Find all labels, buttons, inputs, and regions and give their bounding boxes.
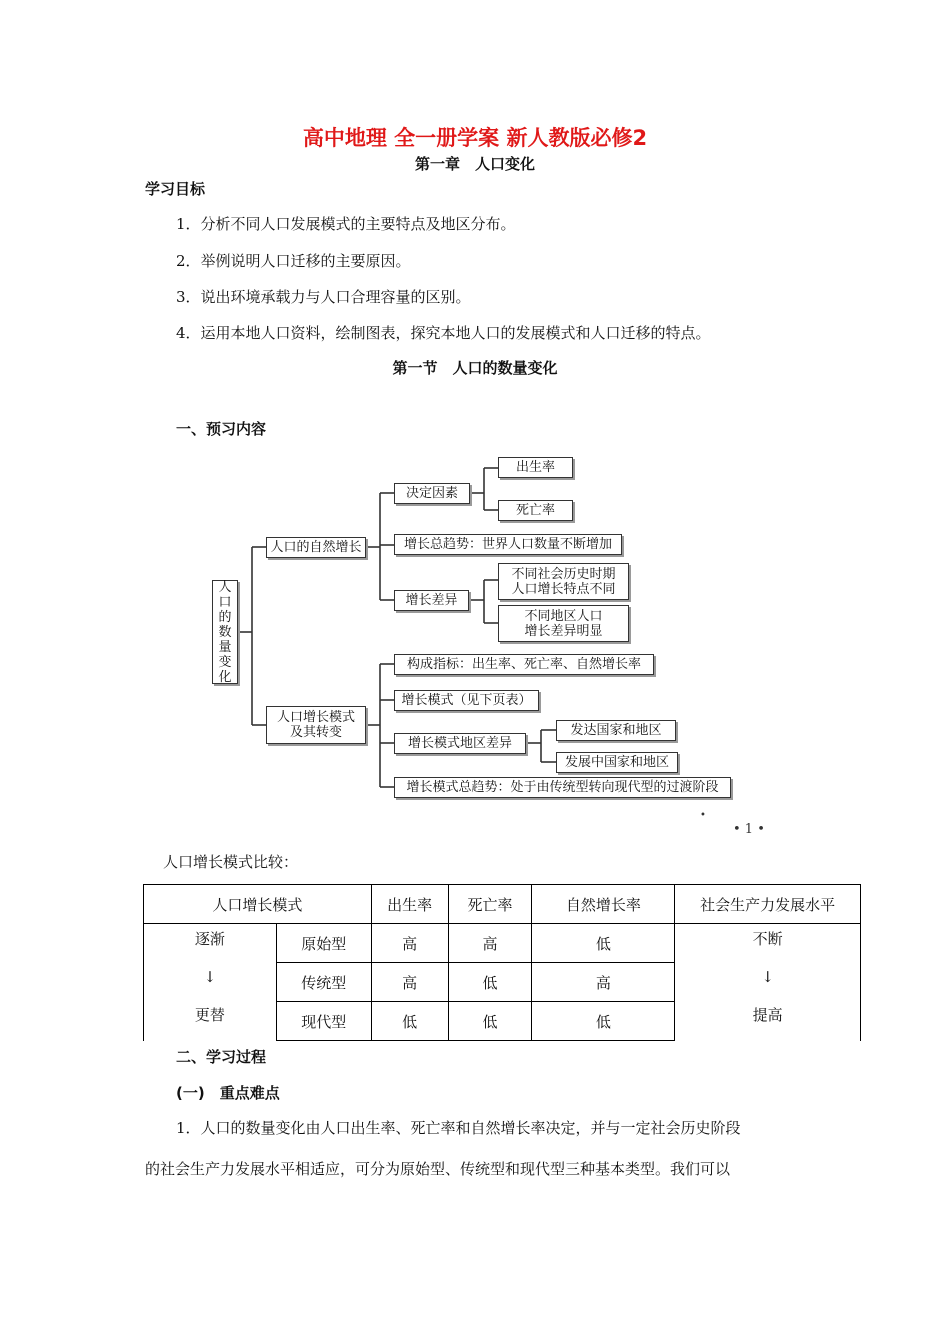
- growth-trend-box: 增长总趋势：世界人口数量不断增加: [394, 534, 622, 555]
- header-productivity: 社会生产力发展水平: [675, 885, 861, 924]
- process-heading: 二、学习过程: [176, 1048, 267, 1066]
- header-birth: 出生率: [371, 885, 448, 924]
- key-points-heading: (一) 重点难点: [176, 1084, 280, 1102]
- root-char: 的: [218, 609, 232, 625]
- natural-cell: 低: [532, 924, 675, 963]
- natural-growth-box: 人口的自然增长: [266, 537, 366, 558]
- section-title: 第一节 人口的数量变化: [392, 359, 558, 377]
- birth-cell: 高: [371, 924, 448, 963]
- goal-item: 3．说出环境承载力与人口合理容量的区别。: [176, 288, 471, 306]
- indicators-box: 构成指标：出生率、死亡率、自然增长率: [394, 654, 654, 675]
- goal-item: 4．运用本地人口资料，绘制图表，探究本地人口的发展模式和人口迁移的特点。: [176, 324, 711, 342]
- down-arrow-icon: ↓: [203, 968, 217, 986]
- root-char: 化: [218, 669, 232, 685]
- root-char: 人: [218, 579, 232, 595]
- birth-cell: 低: [371, 1002, 448, 1041]
- chapter-title: 第一章 人口变化: [414, 155, 535, 173]
- right-span-cell: [675, 924, 861, 1041]
- left-span-text: 逐渐: [194, 930, 225, 948]
- page-dot: •: [700, 810, 706, 821]
- mode-transition-line: 人口增长模式: [276, 710, 355, 725]
- developing-box: 发展中国家和地区: [556, 752, 678, 773]
- left-span-cell: [144, 924, 277, 1041]
- paragraph-line: 1．人口的数量变化由人口出生率、死亡率和自然增长率决定，并与一定社会历史阶段: [176, 1119, 741, 1137]
- mode-transition-line: 及其转变: [289, 725, 342, 740]
- header-mode: 人口增长模式: [144, 885, 372, 924]
- natural-cell: 低: [532, 1002, 675, 1041]
- page-marker: • 1 •: [733, 822, 765, 837]
- root-char: 量: [218, 639, 232, 655]
- down-arrow-icon: ↓: [761, 968, 774, 986]
- death-cell: 高: [448, 924, 532, 963]
- root-char: 口: [218, 594, 232, 610]
- document-title: 高中地理 全一册学案 新人教版必修2: [302, 126, 648, 150]
- diff-historical-line: 不同社会历史时期: [511, 566, 616, 582]
- table-caption: 人口增长模式比较：: [163, 853, 299, 871]
- root-char: 变: [218, 654, 232, 670]
- birth-cell: 高: [371, 963, 448, 1002]
- natural-cell: 高: [532, 963, 675, 1002]
- paragraph-line: 的社会生产力发展水平相适应，可分为原始型、传统型和现代型三种基本类型。我们可以: [145, 1160, 731, 1178]
- diff-regional-line: 不同地区人口: [524, 608, 603, 624]
- diagram-root-box: [212, 580, 238, 684]
- diff-historical-box: [498, 563, 629, 600]
- regional-diff-box: 增长模式地区差异: [394, 733, 526, 754]
- goal-item: 2．举例说明人口迁移的主要原因。: [176, 252, 411, 270]
- preview-heading: 一、预习内容: [176, 420, 267, 438]
- type-cell: 现代型: [276, 1002, 371, 1041]
- right-span-text: 不断: [752, 930, 783, 948]
- root-char: 数: [218, 624, 232, 640]
- header-death: 死亡率: [448, 885, 532, 924]
- mode-trend-box: 增长模式总趋势：处于由传统型转向现代型的过渡阶段: [394, 777, 731, 798]
- developed-box: 发达国家和地区: [556, 720, 676, 741]
- right-span-text: 提高: [752, 1006, 783, 1024]
- goal-item: 1．分析不同人口发展模式的主要特点及地区分布。: [176, 215, 516, 233]
- mode-transition-box: [266, 706, 366, 744]
- type-cell: 传统型: [276, 963, 371, 1002]
- determinants-box: 决定因素: [394, 483, 470, 504]
- growth-mode-box: 增长模式（见下页表）: [394, 690, 539, 711]
- growth-difference-box: 增长差异: [394, 590, 469, 611]
- diff-regional-box: [498, 605, 629, 642]
- diff-regional-line: 增长差异明显: [524, 623, 603, 639]
- birth-rate-box: 出生率: [498, 457, 573, 478]
- diff-historical-line: 人口增长特点不同: [511, 581, 616, 597]
- goals-heading: 学习目标: [145, 180, 206, 198]
- header-natural: 自然增长率: [532, 885, 675, 924]
- death-cell: 低: [448, 963, 532, 1002]
- death-cell: 低: [448, 1002, 532, 1041]
- type-cell: 原始型: [276, 924, 371, 963]
- growth-mode-table: [143, 884, 861, 1041]
- death-rate-box: 死亡率: [498, 500, 573, 521]
- left-span-text: 更替: [194, 1006, 225, 1024]
